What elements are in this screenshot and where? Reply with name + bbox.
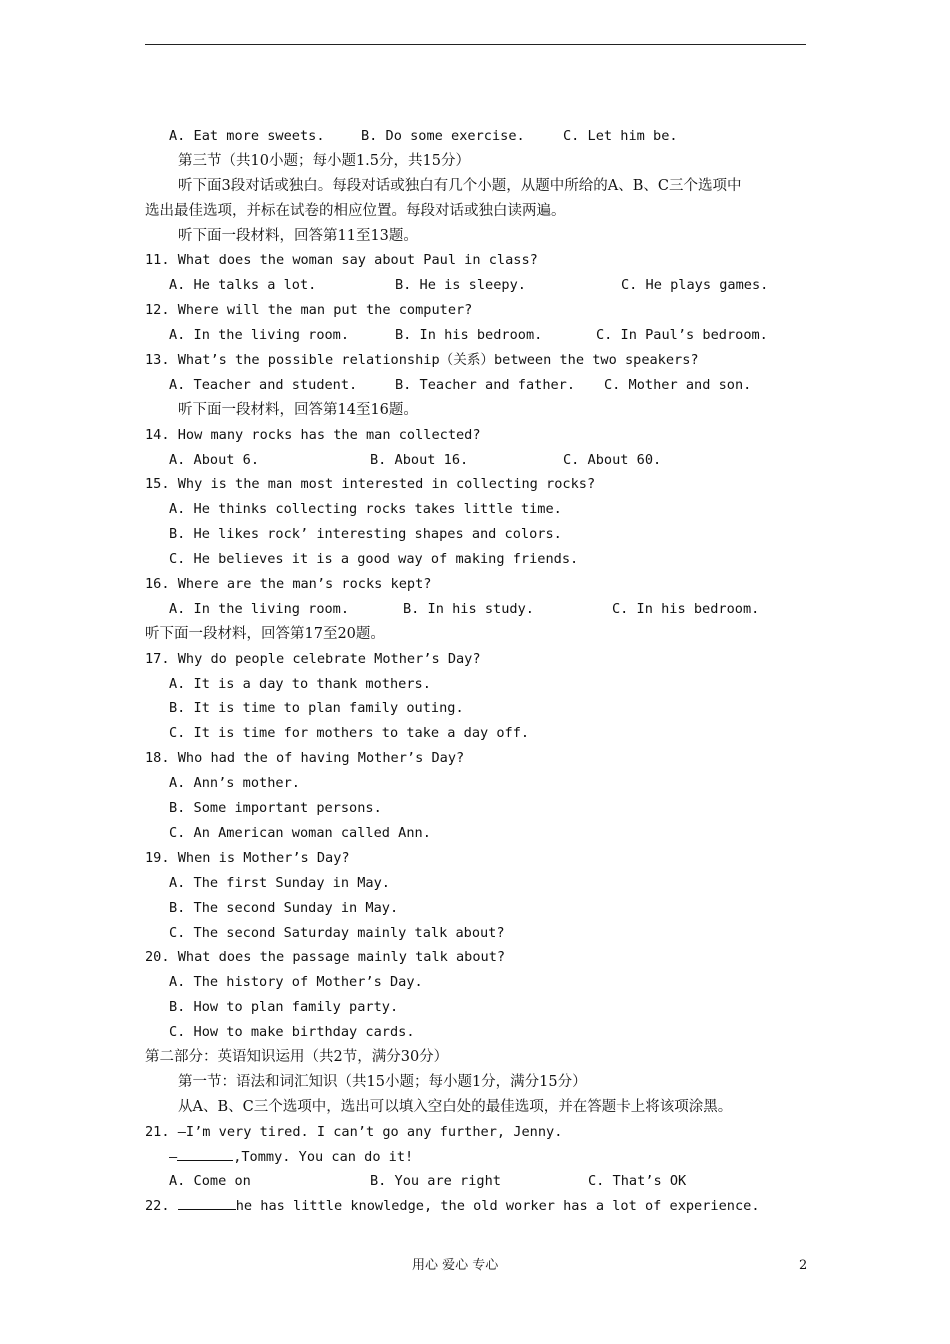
q21-option-a: A. Come on	[169, 1173, 251, 1190]
q17-option-b: B. It is time to plan family outing.	[169, 700, 464, 717]
q16-option-a: A. In the living room.	[169, 600, 350, 617]
q14-option-a: A. About 6.	[169, 451, 260, 468]
part2-section1-instruction: 从A、B、C三个选项中，选出可以填入空白处的最佳选项，并在答题卡上将该项涂黑。	[178, 1098, 733, 1115]
footer-motto: 用心 爱心 专心	[412, 1258, 499, 1273]
q21-option-c: C. That’s OK	[588, 1173, 687, 1190]
question-15: 15. Why is the man most interested in collecting rocks?	[145, 476, 596, 493]
question-13: 13. What’s the possible relationship（关系）between the two speakers?	[145, 352, 699, 369]
q15-option-a: A. He thinks collecting rocks takes little time.	[169, 501, 562, 518]
q22-text: he has little knowledge, the old worker has a lot of experience.	[235, 1198, 760, 1215]
q19-option-a: A. The first Sunday in May.	[169, 874, 390, 891]
q20-option-b: B. How to plan family party.	[169, 999, 399, 1016]
question-21: 21. —I’m very tired. I can’t go any further, Jenny.	[145, 1123, 563, 1140]
question-18: 18. Who had the of having Mother’s Day?	[145, 750, 465, 767]
q13-option-c: C. Mother and son.	[604, 376, 752, 393]
question-22	[145, 1194, 815, 1219]
page-footer	[0, 1256, 950, 1276]
material-17-20-heading: 听下面一段材料，回答第17至20题。	[145, 625, 385, 642]
q20-option-c: C. How to make birthday cards.	[169, 1024, 415, 1041]
q21-reply	[145, 1145, 815, 1170]
question-17: 17. Why do people celebrate Mother’s Day?	[145, 650, 481, 667]
q12-option-a: A. In the living room.	[169, 327, 350, 344]
q13-options	[145, 373, 815, 398]
q13-option-a: A. Teacher and student.	[169, 376, 358, 393]
part2-title: 第二部分：英语知识运用（共2节，满分30分）	[145, 1048, 449, 1065]
q12-option-c: C. In Paul’s bedroom.	[596, 327, 768, 344]
q15-option-c: C. He believes it is a good way of making friends.	[169, 551, 579, 568]
question-14: 14. How many rocks has the man collected?	[145, 426, 481, 443]
q21-reply-text: ,Tommy. You can do it!	[233, 1148, 414, 1165]
q16-option-b: B. In his study.	[403, 600, 534, 617]
section3-title: 第三节（共10小题；每小题1.5分，共15分）	[178, 152, 470, 169]
section3-instruction-line2: 选出最佳选项，并标在试卷的相应位置。每段对话或独白读两遍。	[145, 202, 566, 219]
q10-option-a: A. Eat more sweets.	[169, 128, 325, 144]
section3-instruction-line1: 听下面3段对话或独白。每段对话或独白有几个小题，从题中所给的A、B、C三个选项中	[178, 177, 742, 194]
part2-section1-title: 第一节：语法和词汇知识（共15小题；每小题1分，满分15分）	[178, 1073, 587, 1090]
q10-option-b: B. Do some exercise.	[361, 128, 525, 144]
page-number: 2	[799, 1258, 808, 1273]
q19-option-b: B. The second Sunday in May.	[169, 899, 399, 916]
q17-option-c: C. It is time for mothers to take a day off.	[169, 725, 530, 742]
q21-option-b: B. You are right	[370, 1173, 501, 1190]
q11-option-c: C. He plays games.	[621, 277, 769, 294]
q11-options	[145, 273, 815, 298]
question-12: 12. Where will the man put the computer?	[145, 302, 473, 319]
material-11-13-heading: 听下面一段材料，回答第11至13题。	[178, 227, 418, 244]
q22-number: 22.	[145, 1198, 178, 1215]
header-rule	[145, 44, 806, 45]
q20-option-a: A. The history of Mother’s Day.	[169, 974, 423, 991]
q11-option-a: A. He talks a lot.	[169, 277, 317, 294]
q11-option-b: B. He is sleepy.	[395, 277, 526, 294]
q15-option-b: B. He likes rock’ interesting shapes and colors.	[169, 526, 562, 543]
q16-option-c: C. In his bedroom.	[612, 600, 760, 617]
question-19: 19. When is Mother’s Day?	[145, 849, 350, 866]
question-16: 16. Where are the man’s rocks kept?	[145, 576, 432, 593]
q19-option-c: C. The second Saturday mainly talk about?	[169, 924, 505, 941]
q10-options	[145, 124, 815, 149]
question-20: 20. What does the passage mainly talk about?	[145, 949, 506, 966]
exam-page-content	[145, 124, 815, 1219]
q21-answer-blank	[177, 1160, 233, 1161]
q18-option-c: C. An American woman called Ann.	[169, 824, 431, 841]
q17-option-a: A. It is a day to thank mothers.	[169, 675, 431, 692]
q18-option-b: B. Some important persons.	[169, 800, 382, 817]
q22-answer-blank	[178, 1209, 236, 1210]
q12-option-b: B. In his bedroom.	[395, 327, 543, 344]
q21-options	[145, 1169, 815, 1194]
q13-option-b: B. Teacher and father.	[395, 376, 576, 393]
q16-options	[145, 597, 815, 622]
q18-option-a: A. Ann’s mother.	[169, 775, 300, 792]
q14-option-b: B. About 16.	[370, 451, 469, 468]
q21-reply-dash: —	[169, 1148, 178, 1165]
material-14-16-heading: 听下面一段材料，回答第14至16题。	[178, 401, 418, 418]
q10-option-c: C. Let him be.	[563, 128, 678, 144]
q14-option-c: C. About 60.	[563, 451, 662, 468]
question-11: 11. What does the woman say about Paul in class?	[145, 252, 538, 269]
q14-options	[145, 448, 815, 473]
q12-options	[145, 323, 815, 348]
